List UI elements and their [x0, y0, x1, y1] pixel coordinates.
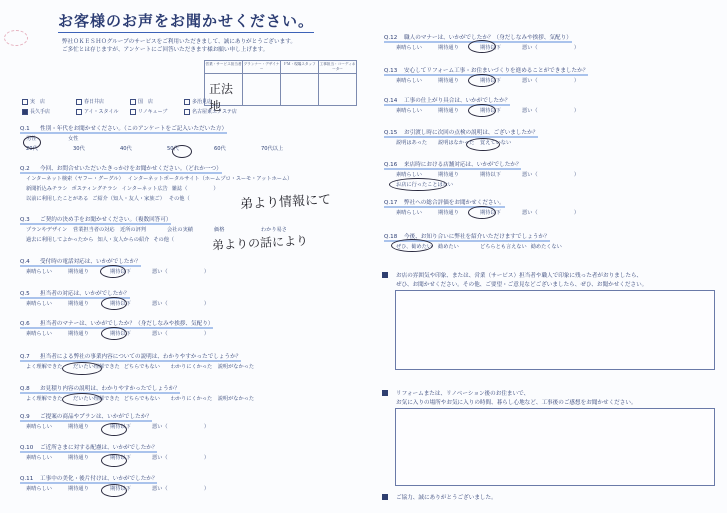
answer-option[interactable]: 期待通り: [68, 424, 89, 430]
question-label: [20, 352, 241, 362]
checkbox-icon: [130, 109, 136, 115]
comment1-bullet: [382, 272, 388, 278]
answer-option[interactable]: 過去に利用してよかったから: [26, 237, 94, 243]
store-label: 長久手店: [30, 109, 51, 115]
answer-option[interactable]: 営業担当者の対応: [73, 227, 115, 233]
answer-option[interactable]: 70代以上: [261, 146, 284, 152]
answer-option[interactable]: 悪い（ ）: [152, 331, 210, 337]
option-row: [26, 185, 223, 192]
staff-header: プランナー・デザイナー: [243, 61, 280, 74]
intro-line-1: 弊社ＯＫＥＳＨＯグループのサービスをご利用いただきまして、誠にありがとうございます。: [62, 39, 296, 45]
answer-option[interactable]: インターネットポータルサイト（ホームプロ・スーモ・アットホーム）: [127, 176, 293, 182]
answer-option[interactable]: インターネット広告: [121, 186, 168, 192]
answer-option[interactable]: 価格: [214, 227, 225, 233]
answer-option[interactable]: 勧めたくない: [530, 244, 562, 250]
answer-option[interactable]: よく理解できた: [26, 364, 63, 370]
answer-circle: [101, 484, 127, 497]
answer-option[interactable]: 近所の評判: [120, 227, 146, 233]
answer-option[interactable]: 素晴らしい: [26, 424, 52, 430]
answer-option[interactable]: 素晴らしい: [26, 455, 52, 461]
question-text: 性別・年代をお聞かせください。（このアンケートをご記入いただいた方）: [40, 126, 228, 132]
question-label: [20, 412, 152, 422]
store-option[interactable]: [184, 98, 232, 105]
question-number: Q.3: [20, 217, 30, 223]
answer-option[interactable]: 期待通り: [68, 269, 89, 275]
answer-option[interactable]: その他（: [168, 196, 190, 202]
answer-option[interactable]: 悪い（ ）: [522, 210, 580, 216]
question-number: Q.6: [20, 321, 30, 327]
answer-option[interactable]: 期待以下: [110, 486, 131, 492]
answer-option[interactable]: 悪い（ ）: [522, 45, 580, 51]
question-text: ご契約の決め手をお聞かせください。（複数回答可）: [40, 217, 172, 223]
answer-option[interactable]: 素晴らしい: [396, 108, 422, 114]
answer-circle: [391, 239, 433, 252]
answer-circle: [468, 74, 496, 87]
option-row: [396, 171, 583, 178]
question-text: 職人のマナーは、いかがでしたか？（身だしなみや挨拶、気配り）: [404, 35, 572, 41]
answer-option[interactable]: 期待以下: [110, 269, 131, 275]
answer-option[interactable]: 素晴らしい: [26, 331, 52, 337]
option-row: [26, 175, 296, 182]
answer-option[interactable]: 期待以下: [480, 172, 501, 178]
answer-option[interactable]: 雑誌（ ）: [171, 186, 219, 192]
answer-option[interactable]: その他（: [153, 237, 175, 243]
answer-option[interactable]: お店に行ったことはない: [396, 182, 454, 188]
answer-option[interactable]: よく理解できた: [26, 396, 63, 402]
q3-handwritten-answer: 弟よりの話により: [211, 233, 309, 253]
store-row: [22, 108, 237, 115]
answer-option[interactable]: 60代: [214, 146, 226, 152]
store-label: 名古屋東エクステ店: [192, 109, 237, 115]
intro-line-2: ご多忙とは存じますが、アンケートにご回答いただきます様お願い申し上げます。: [62, 47, 269, 53]
option-row: [26, 363, 258, 370]
answer-option[interactable]: 素晴らしい: [26, 486, 52, 492]
answer-option[interactable]: 覚えていない: [480, 140, 512, 146]
question-number: Q.2: [20, 166, 30, 172]
question-text: お引渡し時に次回の点検の説明は、ございましたか？: [404, 130, 539, 136]
answer-option[interactable]: 悪い（ ）: [522, 108, 580, 114]
answer-option[interactable]: 期待以下: [480, 78, 501, 84]
checkbox-icon: [184, 99, 190, 105]
answer-option[interactable]: 素晴らしい: [396, 78, 422, 84]
answer-option[interactable]: ポスティングチラシ: [71, 186, 118, 192]
store-option[interactable]: [184, 108, 237, 115]
question-label: [384, 128, 538, 138]
answer-option[interactable]: 会社の実績: [167, 227, 193, 233]
question-number: Q.11: [20, 476, 34, 482]
store-label: アイ・スタイル: [84, 109, 119, 115]
question-label: [20, 257, 141, 267]
comment2-line-1: リフォームまたは、リノベーション後のお住まいで、: [396, 391, 530, 397]
question-number: Q.7: [20, 354, 30, 360]
answer-option[interactable]: ご紹介（知人・友人・家族ご）: [92, 196, 165, 202]
answer-option[interactable]: プランやデザイン: [26, 227, 68, 233]
answer-option[interactable]: 期待以下: [110, 301, 131, 307]
answer-option[interactable]: 期待以下: [480, 108, 501, 114]
answer-option[interactable]: 悪い（ ）: [522, 78, 580, 84]
answer-option[interactable]: 悪い（ ）: [152, 486, 210, 492]
option-row: [26, 395, 258, 402]
answer-option[interactable]: 期待以下: [110, 455, 131, 461]
question-text: 今回、お問合せいただいたきっかけをお聞かせください。（どれか一つ）: [40, 166, 222, 172]
corner-stamp: [4, 30, 28, 46]
answer-option[interactable]: 期待以下: [480, 45, 501, 51]
question-number: Q.18: [384, 234, 398, 240]
question-text: 担当者のマナーは、いかがでしたか？（身だしなみや挨拶、気配り）: [40, 321, 214, 327]
store-option[interactable]: [130, 108, 178, 115]
answer-option[interactable]: 期待以下: [110, 424, 131, 430]
answer-option[interactable]: 新聞折込みチラシ: [26, 186, 68, 192]
answer-option[interactable]: 期待以下: [110, 331, 131, 337]
question-label: [384, 96, 510, 106]
answer-option[interactable]: 悪い（ ）: [152, 269, 210, 275]
question-number: Q.4: [20, 259, 30, 265]
answer-option[interactable]: どちらでもない: [123, 364, 160, 370]
answer-circle: [389, 178, 447, 191]
answer-option[interactable]: 男性: [26, 136, 37, 142]
answer-option[interactable]: 説明はなかった: [438, 140, 475, 146]
question-number: Q.15: [384, 130, 398, 136]
question-text: 受付時の電話対応は、いかがでしたか？: [40, 259, 141, 265]
answer-option[interactable]: 以前に利用したことがある: [26, 196, 89, 202]
store-option[interactable]: [76, 108, 124, 115]
question-number: Q.8: [20, 386, 30, 392]
checkbox-icon: [76, 109, 82, 115]
option-row: [26, 195, 194, 202]
store-option[interactable]: [130, 98, 178, 105]
answer-circle: [101, 423, 127, 436]
answer-option[interactable]: 素晴らしい: [396, 172, 422, 178]
question-number: Q.12: [384, 35, 398, 41]
answer-option[interactable]: 50代: [167, 146, 179, 152]
question-number: Q.13: [384, 68, 398, 74]
question-text: 弊社への総合評価をお聞かせください。: [404, 200, 505, 206]
checkbox-icon: [184, 109, 190, 115]
answer-option[interactable]: 説明はあった: [396, 140, 428, 146]
answer-circle: [468, 104, 496, 117]
checkbox-icon: [22, 109, 28, 115]
answer-option[interactable]: だいたい理解できた: [73, 364, 120, 370]
comment2-bullet: [382, 390, 388, 396]
question-text: 来店時における店舗対応は、いかがでしたか？: [404, 162, 522, 168]
store-option[interactable]: [22, 98, 70, 105]
question-label: [384, 160, 521, 170]
question-number: Q.1: [20, 126, 30, 132]
answer-circle: [62, 362, 102, 375]
question-label: [20, 164, 222, 174]
answer-circle: [100, 265, 126, 278]
answer-option[interactable]: 20代: [26, 146, 38, 152]
answer-circle: [23, 136, 41, 149]
store-label: リノキューブ: [138, 109, 168, 115]
answer-option[interactable]: 期待通り: [68, 486, 89, 492]
question-number: Q.9: [20, 414, 30, 420]
survey-title: お客様のお声をお聞かせください。: [58, 10, 314, 33]
store-row: [22, 98, 232, 105]
answer-option[interactable]: 30代: [73, 146, 85, 152]
answer-option[interactable]: 素晴らしい: [396, 210, 422, 216]
answer-option[interactable]: 説明がなかった: [217, 364, 255, 370]
comment1-box[interactable]: [395, 290, 715, 370]
answer-circle: [466, 138, 500, 151]
option-row: [26, 236, 178, 243]
question-label: [20, 215, 171, 225]
answer-option[interactable]: 期待以下: [480, 210, 501, 216]
question-label: [20, 474, 157, 484]
staff-header: 工事担当・コーディネーター: [319, 61, 356, 74]
closing-text: ご協力、誠にありがとうございました。: [396, 495, 497, 501]
staff-handwritten: 正法地: [209, 82, 234, 113]
answer-option[interactable]: 期待通り: [438, 45, 459, 51]
store-option[interactable]: [76, 98, 124, 105]
checkbox-icon: [22, 99, 28, 105]
question-number: Q.5: [20, 291, 30, 297]
question-text: ご近所さまに対する配慮は、いかがでしたか？: [40, 445, 158, 451]
answer-option[interactable]: 期待通り: [438, 172, 459, 178]
store-label: 実 店: [30, 99, 46, 105]
answer-option[interactable]: 期待通り: [438, 210, 459, 216]
comment2-box[interactable]: [395, 408, 715, 486]
answer-option[interactable]: 説明がなかった: [217, 396, 255, 402]
question-number: Q.17: [384, 200, 398, 206]
comment1-line-1: お店の雰囲気や印象、または、営業（サービス）担当者や職人で印象に残った者がおりましたら、: [396, 273, 643, 279]
answer-option[interactable]: 悪い（ ）: [152, 424, 210, 430]
question-text: 今後、お知り合いに弊社を紹介いただけますでしょうか？: [404, 234, 550, 240]
checkbox-icon: [130, 99, 136, 105]
answer-circle: [468, 40, 496, 53]
answer-option[interactable]: どちらとも言えない: [480, 244, 527, 250]
question-label: [20, 384, 180, 394]
answer-option[interactable]: 素晴らしい: [26, 301, 52, 307]
question-number: Q.14: [384, 98, 398, 104]
answer-option[interactable]: だいたい理解できた: [73, 396, 120, 402]
store-label: 多治見店: [192, 99, 213, 105]
store-label: 国 店: [138, 99, 154, 105]
question-number: Q.10: [20, 445, 34, 451]
answer-option[interactable]: わかりにくかった: [170, 396, 213, 402]
closing-bullet: [382, 494, 388, 500]
answer-circle: [172, 145, 192, 158]
answer-option[interactable]: どちらでもない: [123, 396, 160, 402]
question-text: ご提案の商品やプランは、いかがでしたか？: [40, 414, 152, 420]
answer-option[interactable]: 素晴らしい: [396, 45, 422, 51]
answer-option[interactable]: 期待通り: [68, 455, 89, 461]
option-row: [26, 145, 287, 152]
checkbox-icon: [76, 99, 82, 105]
answer-option[interactable]: わかりにくかった: [170, 364, 213, 370]
answer-option[interactable]: 40代: [120, 146, 132, 152]
question-label: [20, 124, 227, 134]
answer-option[interactable]: 期待通り: [68, 331, 89, 337]
answer-circle: [101, 327, 127, 340]
answer-option[interactable]: 期待通り: [438, 108, 459, 114]
store-option[interactable]: [22, 108, 70, 115]
question-text: 担当者による弊社の事業内容についての説明は、わかりやすかったでしょうか？: [40, 354, 242, 360]
answer-circle: [101, 297, 127, 310]
question-number: Q.16: [384, 162, 398, 168]
answer-option[interactable]: ぜひ、勧めたい: [396, 244, 433, 250]
question-text: 担当者の対応は、いかがでしたか？: [40, 291, 130, 297]
answer-option[interactable]: 勧めたい: [438, 244, 459, 250]
answer-option[interactable]: 期待通り: [438, 78, 459, 84]
answer-circle: [62, 393, 102, 406]
answer-option[interactable]: わかり易さ: [261, 227, 287, 233]
answer-option[interactable]: 期待通り: [68, 301, 89, 307]
comment2-line-2: お気に入りの場所やお気に入りの時間、暮らし心地など、工事後のご感想をお聞かせください。: [396, 400, 637, 406]
question-text: 工事中の美化・後片付けは、いかがでしたか？: [40, 476, 158, 482]
question-label: [20, 443, 157, 453]
question-text: 安心してリフォーム工事・お住まいづくりを進めることができましたか？: [404, 68, 589, 74]
answer-circle: [468, 206, 496, 219]
q2-handwritten-answer: 弟より情報にて: [239, 192, 332, 213]
answer-option[interactable]: 素晴らしい: [26, 269, 52, 275]
staff-header: 営業・サービス担当者: [205, 61, 242, 74]
option-row: [26, 226, 291, 233]
answer-option[interactable]: 女性: [68, 136, 79, 142]
staff-header: ＰＭ・現場スタッフ: [281, 61, 318, 74]
answer-option[interactable]: 悪い（ ）: [522, 172, 580, 178]
question-text: お見積り内容の説明は、わかりやすかったでしょうか？: [40, 386, 180, 392]
answer-option[interactable]: 悪い（ ）: [152, 455, 210, 461]
store-label: 春日井店: [84, 99, 105, 105]
answer-option[interactable]: 知人・友人からの紹介: [97, 237, 150, 243]
answer-circle: [101, 454, 127, 467]
answer-option[interactable]: 悪い（ ）: [152, 301, 210, 307]
answer-option[interactable]: インターネット検索（ヤフー・グーグル）: [26, 176, 124, 182]
question-text: 工事の仕上がり具合は、いかがでしたか？: [404, 98, 511, 104]
comment1-line-2: ぜひ、お聞かせください。その他、ご要望・ご意見などございましたら、ぜひ、お聞かせください。: [396, 282, 648, 288]
